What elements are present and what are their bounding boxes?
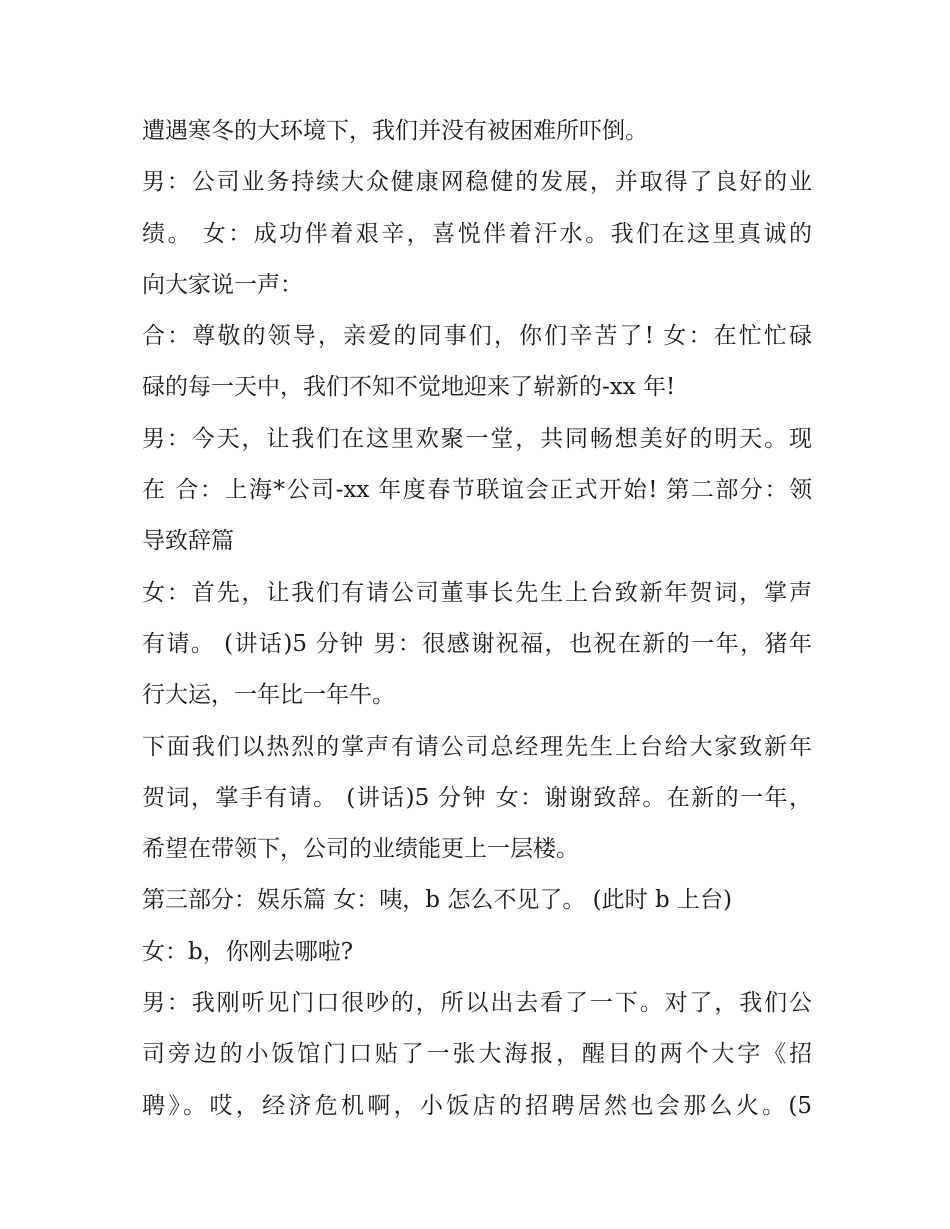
text-line: 绩。 女：成功伴着艰辛，喜悦伴着汗水。我们在这里真诚的 — [142, 220, 812, 247]
text-line: 贺词，掌手有请。 (讲话)5 分钟 女：谢谢致辞。在新的一年， — [142, 784, 812, 811]
text-line: 希望在带领下，公司的业绩能更上一层楼。 — [142, 836, 579, 863]
text-line: 下面我们以热烈的掌声有请公司总经理先生上台给大家致新年 — [142, 733, 812, 760]
text-line: 第三部分：娱乐篇 女：咦，b 怎么不见了。 (此时 b 上台) — [142, 887, 732, 914]
text-line: 司旁边的小饭馆门口贴了一张大海报，醒目的两个大字《招 — [142, 1041, 812, 1068]
text-line: 遭遇寒冬的大环境下，我们并没有被困难所吓倒。 — [142, 118, 648, 144]
document-body — [142, 106, 812, 1132]
text-line: 聘》。哎，经济危机啊，小饭店的招聘居然也会那么火。(5 — [142, 1092, 812, 1119]
text-line: 导致辞篇 — [142, 528, 234, 555]
text-line: 在 合：上海*公司-xx 年度春节联谊会正式开始! 第二部分：领 — [142, 477, 812, 504]
text-line: 男：公司业务持续大众健康网稳健的发展，并取得了良好的业 — [142, 169, 812, 196]
text-line: 有请。 (讲话)5 分钟 男：很感谢祝福，也祝在新的一年，猪年 — [142, 630, 812, 657]
text-line: 男：今天，让我们在这里欢聚一堂，共同畅想美好的明天。现 — [142, 425, 812, 452]
text-line: 合：尊敬的领导，亲爱的同事们，你们辛苦了! 女：在忙忙碌 — [142, 323, 812, 350]
text-line: 碌的每一天中，我们不知不觉地迎来了崭新的-xx 年! — [142, 374, 676, 401]
text-line: 女：b，你刚去哪啦? — [142, 938, 354, 965]
text-line: 行大运，一年比一年牛。 — [142, 682, 395, 709]
text-line: 女：首先，让我们有请公司董事长先生上台致新年贺词，掌声 — [142, 579, 812, 606]
text-line: 向大家说一声： — [142, 271, 303, 298]
text-line: 男：我刚听见门口很吵的，所以出去看了一下。对了，我们公 — [142, 990, 812, 1017]
